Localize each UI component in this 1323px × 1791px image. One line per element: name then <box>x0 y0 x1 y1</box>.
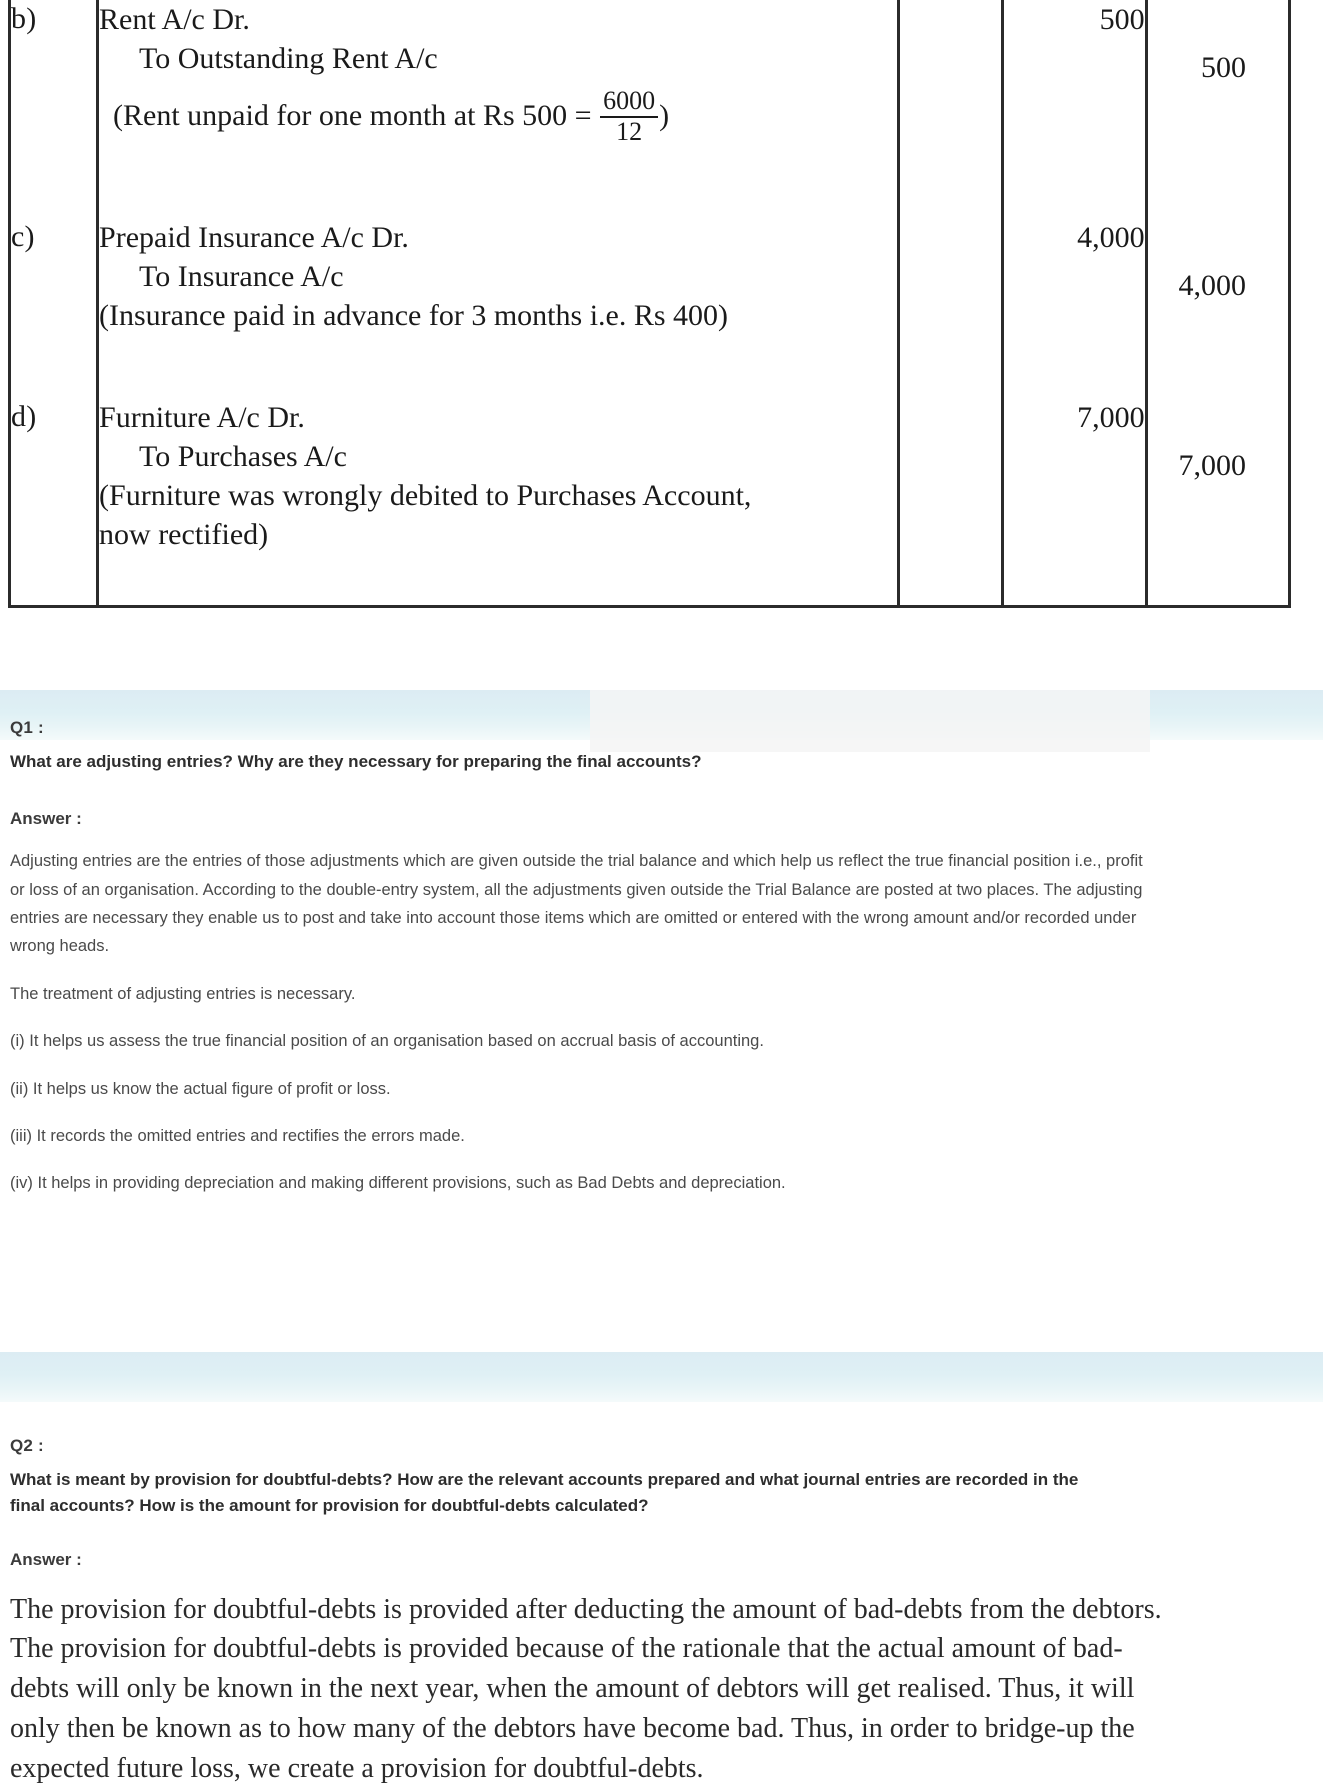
narration: (Insurance paid in advance for 3 months i.e. Rs 400) <box>99 298 729 332</box>
credit-amount: 4,000 <box>1178 268 1246 302</box>
row-particulars <box>98 218 899 373</box>
credit-account: To Insurance A/c <box>139 259 344 293</box>
answer-list-item: (iii) It records the omitted entries and rectifies the errors made. <box>10 1126 465 1145</box>
journal-table <box>8 0 1291 608</box>
row-particulars <box>98 398 899 606</box>
answer-list-item: (i) It helps us assess the true financial position of an organisation based on accrual basis of accounting. <box>10 1032 764 1051</box>
table-row <box>10 0 1290 192</box>
credit-amount: 7,000 <box>1146 398 1289 606</box>
answer-paragraph: Adjusting entries are the entries of those adjustments which are given outside the trial balance and which help us reflect the true financial position i.e., profit or loss of an organisation. According to the double-entry system, all the adjustments given outside the Trial Balance are posted at two places. The adjusting entries are necessary they enable us to post and take into account those items which are omitted or entered with the wrong amount and/or recorded under wrong heads. <box>10 852 1143 956</box>
spacer-cell <box>98 192 899 218</box>
spacer-cell <box>1003 372 1146 398</box>
table-spacer-row <box>10 372 1290 398</box>
fraction <box>600 88 658 145</box>
table-row <box>10 218 1290 373</box>
fraction-numerator: 6000 <box>600 88 658 118</box>
question-label-q2: Q2 : <box>10 1436 44 1455</box>
spacer-cell <box>98 372 899 398</box>
spacer-cell <box>1146 192 1289 218</box>
question-text-q2: What is meant by provision for doubtful-debts? How are the relevant accounts prepared and what journal entries are recorded in the final accounts? How is the amount for provision for doubtful-debts calculated? <box>10 1470 1079 1516</box>
table-row <box>10 398 1290 606</box>
narration-prefix: (Rent unpaid for one month at Rs 500 = <box>113 99 600 133</box>
answer-list-item: (iv) It helps in providing depreciation and making different provisions, such as Bad Debts and depreciation. <box>10 1174 786 1193</box>
debit-amount: 500 <box>1099 3 1145 36</box>
answer-label-q2: Answer : <box>10 1549 82 1569</box>
qa-block-q1 <box>10 718 1160 1198</box>
journal-entry-table <box>8 0 1291 608</box>
ledger-folio <box>899 398 1003 606</box>
answer-body-q2 <box>10 1590 1170 1789</box>
row-particulars <box>98 0 899 192</box>
question-label-q1: Q1 : <box>10 718 44 737</box>
row-serial-number: d) <box>10 398 98 606</box>
spacer-cell <box>1003 192 1146 218</box>
narration <box>99 78 897 145</box>
row-serial-number: c) <box>11 219 35 253</box>
debit-amount: 7,000 <box>1003 398 1146 606</box>
answer-body-q1 <box>10 847 1160 1197</box>
debit-amount: 4,000 <box>1077 220 1145 254</box>
spacer-cell <box>899 372 1003 398</box>
answer-label-q1: Answer : <box>10 809 82 829</box>
spacer-cell <box>10 192 98 218</box>
debit-account: Prepaid Insurance A/c Dr. <box>99 220 409 254</box>
qa-block-q2 <box>10 1436 1162 1788</box>
fraction-denominator: 12 <box>616 116 643 146</box>
credit-account: To Outstanding Rent A/c <box>139 42 438 75</box>
answer-paragraph: The provision for doubtful-debts is provided after deducting the amount of bad-debts from the debtors. The provision for doubtful-debts is provided because of the rationale that the actual amount of bad-debts will only be known in the next year, when the amount of debtors will get realised. Thus, it will only then be known as to how many of the debtors have become bad. Thus, in order to bridge-up the expected future loss, we create a provision for doubtful-debts. <box>10 1593 1162 1784</box>
narration-line-2: now rectified) <box>99 518 269 552</box>
question-text-q1: What are adjusting entries? Why are they necessary for preparing the final accounts? <box>10 752 702 771</box>
section-banner-q2 <box>0 1352 1323 1402</box>
spacer-cell <box>10 372 98 398</box>
ledger-folio <box>899 218 1003 373</box>
narration: (Furniture was wrongly debited to Purchases Account, <box>99 479 752 513</box>
spacer-cell <box>1146 372 1289 398</box>
spacer-cell <box>899 192 1003 218</box>
debit-account: Rent A/c Dr. <box>99 3 250 36</box>
answer-paragraph: The treatment of adjusting entries is necessary. <box>10 984 356 1003</box>
credit-amount: 500 <box>1201 51 1246 84</box>
narration-suffix: ) <box>659 99 670 133</box>
debit-account: Furniture A/c Dr. <box>99 401 305 435</box>
table-spacer-row <box>10 192 1290 218</box>
ledger-folio <box>899 0 1003 192</box>
credit-account: To Purchases A/c <box>139 440 347 474</box>
row-serial-number: b) <box>11 2 37 35</box>
answer-list-item: (ii) It helps us know the actual figure of profit or loss. <box>10 1079 391 1098</box>
